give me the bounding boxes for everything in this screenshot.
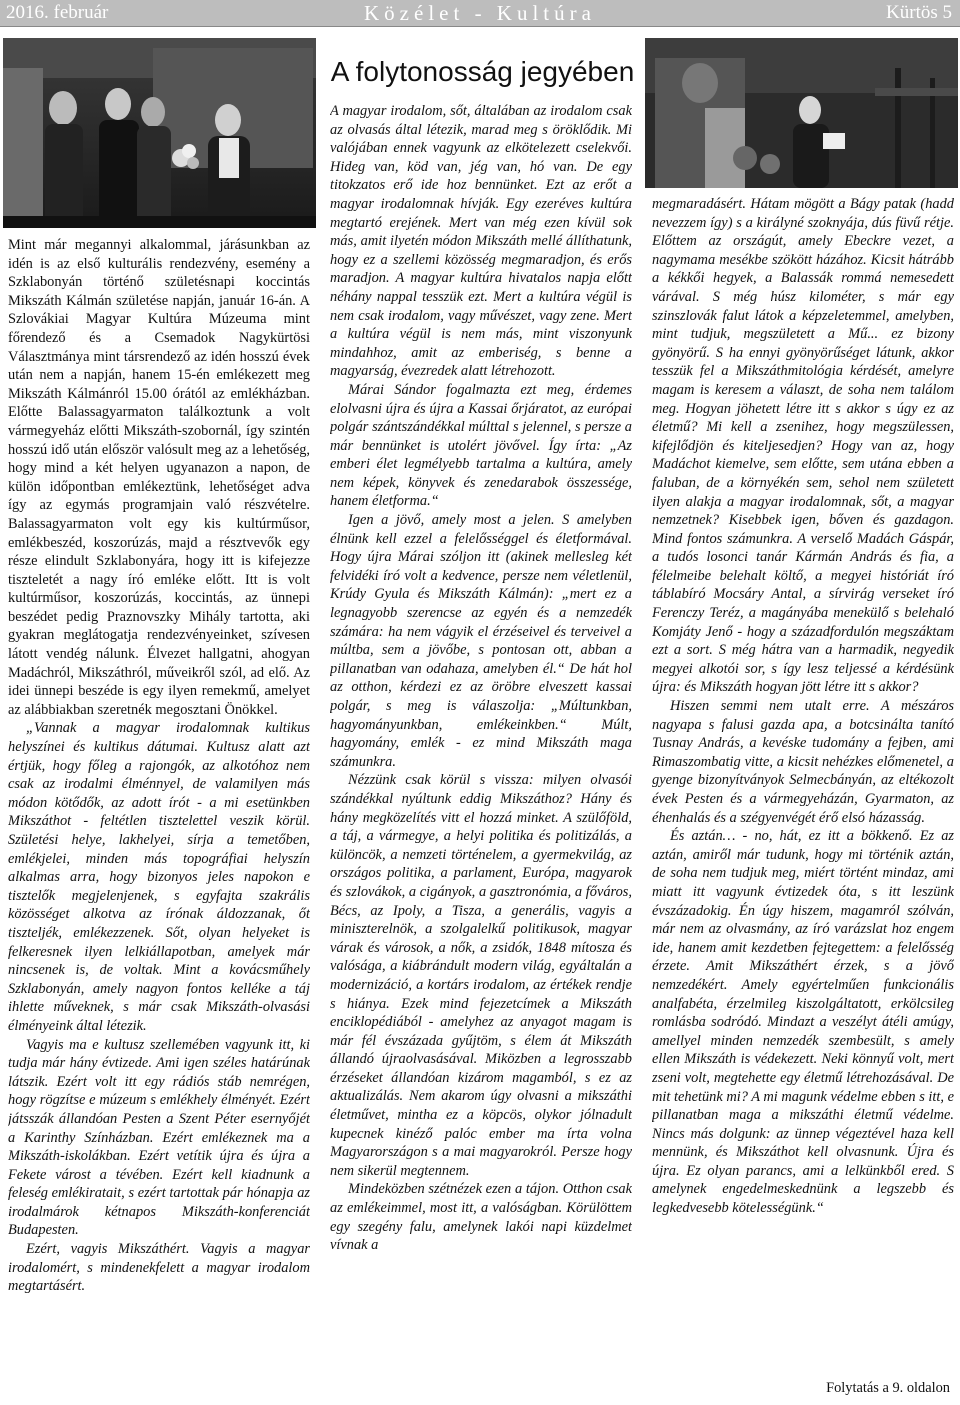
page-header [0,0,960,27]
photo-ceremony-indoor [3,38,316,228]
speech-paragraph: Hiszen semmi nem utalt erre. A mészáros nagyapa s falusi gazda apa, a botcsinálta tanító Tusnay András, a kevéske tudomány a fejben, ami Rimaszombatig vitte, a kicsit nehézkes előmenetel, a gyenge bizonyítványok Selmecbányán, az eltékozolt évek Pesten és a vármegyeházán, Gyarmaton, az éhenhalás és a szégyenvégét érő elsó házasság. [652,698,954,826]
speech-paragraph: Vagyis ma e kultusz szellemében vagyunk itt, ki tudja már hány évtizede. Ami igen széles határúnak látszik. Ezért volt itt egy rádiós stáb nemrégen, hogy rögzítse e múzeum s emlékhely élményét. Ezért játsszák állandóan Pesten a Szent Péter esernyőjét a Karinthy Színházban. Ezért emlékeznek ma a Mikszáth-iskolákban. Ezért vetítik újra és újra a Fekete várost a tévében. Ezért kell kiadnunk a feleség emlékiratait, s ezért tartottak pár hónapja az irodalmárok kétnapos Mikszáth-konferenciát Budapesten. [8,1036,310,1239]
article-column-left [8,236,310,1401]
speech-paragraph: Márai Sándor fogalmazta ezt meg, érdemes elolvasni újra és újra a Kassai őrjáratot, az európai polgár szántszándékkal múlttal s jelennel, s persze a már bennünket is utolért jövővel. Így írta: „Az emberi élet legmélyebb tartalma a kultúra, amely nem képek, könyvek és zenedarabok összessége, hanem életforma.“ [330,381,632,510]
article-column-middle [330,102,632,1402]
paper-name-page: Kürtös 5 [886,2,952,23]
article-title: A folytonosság jegyében [330,56,635,87]
section-title: Közélet - Kultúra [364,1,596,25]
speech-paragraph: Nézzünk csak körül s vissza: milyen olvasói szándékkal nyúltunk eddig Mikszáthoz? Hány és hány megközelítés vitt el hozzá minket. A szülőföld, a táj, a vármegye, a helyi politika és politizálás, a különcök, a nemzeti történelem, a gyermekvilág, az országos politika, a parlament, Európa, magyarok és szlovákok, a cigányok, a gasztronómia, a főváros, Bécs, az Ipoly, a Tisza, a generális, vagyis a miniszterelnök, a szolgalelkű politikusok, magyar várak és városok, a nők, a zsidók, 1848 mítosza és valósága, a kiábrándult modern világ, egyáltalán a modernizáció, a kortárs irodalom, az értékek rendje s hiánya. Ezek mind fejezetcímek a Mikszáth enciklopédiából - amelyhez az anyagot magam is már fél évszázada gyűjtöm, s élem át Mikszáth állandó újraolvasásával. Miközben a legrosszabb érzéseket állandóan kizárom magamból, s ez az aktualizálás. Nem akarom úgy olvasni a mikszáthi életművet, mintha ez a köpcös, olykor jólnadult kupecnek kinéző palóc ember ma írta volna Magyarországon s a mai magyarokról. Persze hogy nem sikerül megtennem. [330,772,632,1179]
speech-paragraph: Igen a jövő, amely most a jelen. S amelyben élnünk kell ezzel a felelősséggel és életformával. Hogy újra Márai szóljon itt (akinek mellesleg két felvidéki író volt a kedvence, persze nem véletlenül, Krúdy Gyula és Mikszáth Kálmán): „mert ez a legnagyobb szerencse az egyén és a nemzedék számára: ha nem vágyik el érzéseivel és terveivel a múltba, sem a jövőbe, s pontosan ott, abban a pillanatban van odahaza, amelyben él.“ De hát hol az otthon, kérdezi ez az öröbre elveszett kassai polgár, s meg is válaszolja: „Múltunkban, hagyományunkban, emlékeinkben.“ Múlt, hagyomány, emlék - ez mind Mikszáth maga számunkra. [330,512,632,770]
speech-paragraph: A magyar irodalom, sőt, általában az irodalom csak az olvasás által létezik, marad meg s öröklődik. Mi valójában ennek vagyunk az elkötelezett cselekvői. Hideg van, köd van, jég van, hó van. De egy titokzatos erő ide hoz bennünket. Ezt az erőt a magyar irodalomnak hívják. Egy ezeréves kultúra megtartó erejének. Mert van még ezen kívül sok más, amit ilyetén módon Mikszáth mellé állíthatunk, hogy ez a szellemi közösség megmaradjon, és erős maradjon. A magyar kultúra hivatalos napja előtt néhány nappal tesszük ezt. Mert a kultúra végül is nem csak irodalom, vagy művészet, vagy zene. Mert a kultúra végül is nem más, mint viszonyunk mindahhoz, amit az emberiség, s benne a magyarság, évezredek alatt létrehozott. [330,103,632,380]
intro-paragraph: Mint már megannyi alkalommal, járásunkban az idén is az első kulturális rendezvény, esemény a Szklabonyán történő születésnapi koccintás Mikszáth Kálmán születése napján, január 16-án. A Szlovákiai Magyar Kultúra Múzeuma mint főrendező és a Csemadok Nagykürtösi Választmánya mint társrendező az idén hosszú évek után nem a napján, hanem 15-én emlékezett meg Mikszáth Kálmánról 15.00 órától az emlékházban. Előtte Balassagyarmaton találkoztunk a volt vármegyeház előtti Mikszáth-szobornál, így szintén hosszú idő után először valósult meg az a lehetőség, hogy mind a két helyen ugyanazon a napon, de külön időpontban emlékeztünk, lehetőséget adva így az egymás programjain való részvételre. Balassagyarmaton volt egy kis kultúrműsor, emlékbeszéd, koszorúzás, majd a résztvevők egy része elindult Szklabonyára, hogy itt is kifejezze tiszteletét a nagy író emléke előtt. Itt is volt kultúrműsor, koszorúzás, koccintás, az ünnepi beszédet pedig Praznovszky Mihály tartotta, aki gyakran meglátogatja rendezvényeinket, szívesen látott vendég nálunk. Élvezet hallgatni, ahogyan Madáchról, Mikszáthról, műveikről szól, ad elő. Az idei ünnepi beszéde is egy ilyen remekmű, amelyet az alábbiakban szeretnék megosztani Önökkel. [8,237,310,718]
speech-paragraph: „Vannak a magyar irodalomnak kultikus helyszínei és kultikus dátumai. Kultusz alatt azt értjük, hogy főleg a rajongók, az alkotóhoz nem csak az irodalmi élménnyel, de valamilyen más módon kötődők, az adott írót - a mi esetünkben Mikszáthot - feltétlen tisztelettel veszik körül. Születési helye, lakhelyei, sírja a temetőben, emlékjelei, minden más topográfiai helyszín alkalmas arra, hogy bizonyos jeles napokon e tisztelők megjelenjenek, s egyfajta szakrális közösséget alkotva az írónak áldozzanak, őt tiszteljék, emlékezzenek. Sőt, olyan helyeket is felkeresnek ilyen lelkiállapotban, amelyek már nincsenek is, de voltak. Mint a kovácsműhely Szklabonyán, amely nagyon fontos kelléke a táj ihlette műveknek, s már csak Mikszáth-olvasási élményeink által létezik. [8,720,310,1034]
speech-paragraph: Mindeközben szétnézek ezen a tájon. Otthon csak az emlékeimmel, most itt, a valóságban. Körülöttem egy szegény falu, amelynek lakói napi küzdelmet vívnak a [330,1181,632,1254]
photo-speaker-outdoor [645,38,958,188]
article-column-right [652,195,954,1365]
issue-date: 2016. február [6,2,109,23]
speech-paragraph: És aztán… - no, hát, ez itt a bökkenő. Ez az aztán, amiről már tudunk, hogy mi történik aztán, de soha nem tudjuk meg, miért történt mindaz, ami miatt itt vagyunk évtizedek óta, s itt leszünk évszázadokig. Én úgy hiszem, magamról szólván, már nem az olvasmány, az író varázslat hoz engem ide, hanem amit kezdetben fejtegettem: a felelősség érzete. Amit Mikszáthért érzek, s a jövő nemzedékért. Amely egyértelműen funkcionális analfabéta, érzelmileg kiszolgáltatott, erkölcsileg romlásba sodródó. Mindazt a veszélyt átéli amúgy, amellyel minden nemzedék szembesült, s amely ellen Mikszáth is védekezett. Neki könnyű volt, mert zseni volt, megtehette egy életmű létrehozásával. De mit tehetünk mi? A mi magunk védelme ebben s itt, e pillanatban maga a mikszáthi életmű védelme. Nincs más dolgunk: az ünnep végeztével haza kell mennünk, és Mikszáthot kell olvasnunk. Újra és újra. Ez olyan parancs, ami a lelkünkből ered. S amelynek engedelmeskednünk a legszebb és legkedvesebb kötelességünk.“ [652,828,954,1217]
speech-paragraph: megmaradásért. Hátam mögött a Bágy patak (hadd nevezzem így) s a királyné szoknyája, dús füvű rétje. Előttem az országút, amely Ebeckre vezet, a nagymama mesékbe szökött házához. Kicsit hátrább a kékkői hegyek, a Balassák rommá nemesedett várával. S még húsz kilométer, s már egy szinszlovák falut látok a képzeletemmel, amelyben, mint tudjuk, megszületett a Mű... ez bizony gyönyörű. S ha ennyi gyönyörűséget látunk, akkor tesszük fel a Mikszáthmitológia kérdését, amelyre magam is keresem a választ, de soha nem találom meg. Hogyan jöhetett létre itt s akkor s úgy ez az életmű? Mi kell a zsenihez, hogy megszülessen, kifejlődjön és kiteljesedjen? Hogy van az, hogy Madáchot kiemelve, sem előtte, sem utána ebben a faluban, de a környékén sem, sehol nem született ilyen alakja a magyar irodalomnak, sőt, a magyar nemzetnek? Kisebbek igen, bőven és gazdagon. Mind fontos számunkra. A verselő Madách Gáspár, a tudós losonci tanár Kármán András és fia, a félelmeibe belehalt költő, a megyei históriát író táblabíró Mocsáry Antal, a sírvirág verseket író Ferenczy Teréz, a magányába menekülő s belehaló Komjáty Jenő - hogy a századfordulón megszáktam ezt a sort. S még hátra van a harmadik, negyedik megyei alkotói sor, s így lesz teljessé a kérdésünk újra: és Mikszáth hogyan jött létre itt s akkor? [652,196,954,696]
continued-note: Folytatás a 9. oldalon [826,1380,950,1396]
speech-paragraph: Ezért, vagyis Mikszáthért. Vagyis a magyar irodalomért, s mindenekfelett a magyar irodalom megtartásért. [8,1241,310,1295]
